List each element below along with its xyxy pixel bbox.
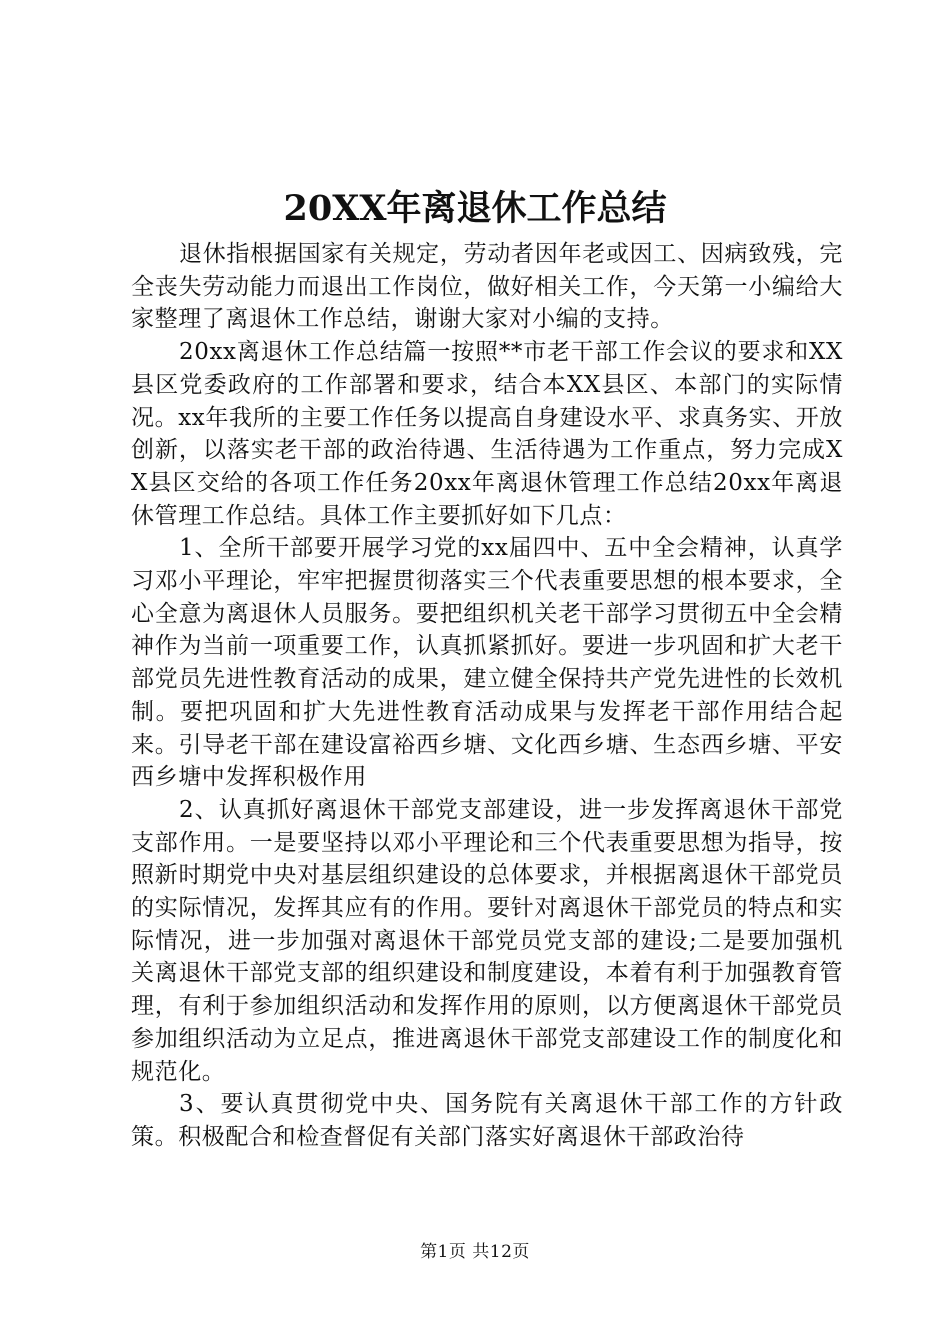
paragraph-item-2: 2、认真抓好离退休干部党支部建设，进一步发挥离退休干部党支部作用。一是要坚持以邓小平理论和三个代表重要思想为指导，按照新时期党中央对基层组织建设的总体要求，并根据离退休干部党员的实际情况，发挥其应有的作用。要针对离退休干部党员的特点和实际情况，进一步加强对离退休干部党员党支部的建设;二是要加强机关离退休干部党支部的组织建设和制度建设，本着有利于加强教育管理，有利于参加组织活动和发挥作用的原则，以方便离退休干部党员参加组织活动为立足点，推进离退休干部党支部建设工作的制度化和规范化。 [131,796,843,1085]
paragraph-intro: 退休指根据国家有关规定，劳动者因年老或因工、因病致残，完全丧失劳动能力而退出工作岗位，做好相关工作，今天第一小编给大家整理了离退休工作总结，谢谢大家对小编的支持。 [131,241,843,333]
page-number-footer: 第1页 共12页 [420,1242,530,1262]
paragraph-item-3: 3、要认真贯彻党中央、国务院有关离退休干部工作的方针政策。积极配合和检查督促有关部门落实好离退休干部政治待 [131,1091,843,1150]
document-title: 20XX年离退休工作总结 [283,188,667,229]
document-body [131,238,843,1154]
paragraph-summary: 20xx离退休工作总结篇一按照**市老干部工作会议的要求和XX县区党委政府的工作部署和要求，结合本XX县区、本部门的实际情况。xx年我所的主要工作任务以提高自身建设水平、求真务实、开放创新，以落实老干部的政治待遇、生活待遇为工作重点，努力完成XX县区交给的各项工作任务20xx年离退休管理工作总结20xx年离退休管理工作总结。具体工作主要抓好如下几点： [131,339,843,529]
paragraph-item-1: 1、全所干部要开展学习党的xx届四中、五中全会精神，认真学习邓小平理论，牢牢把握贯彻落实三个代表重要思想的根本要求，全心全意为离退休人员服务。要把组织机关老干部学习贯彻五中全会精神作为当前一项重要工作，认真抓紧抓好。要进一步巩固和扩大老干部党员先进性教育活动的成果，建立健全保持共产党先进性的长效机制。要把巩固和扩大先进性教育活动成果与发挥老干部作用结合起来。引导老干部在建设富裕西乡塘、文化西乡塘、生态西乡塘、平安西乡塘中发挥积极作用 [131,535,843,791]
